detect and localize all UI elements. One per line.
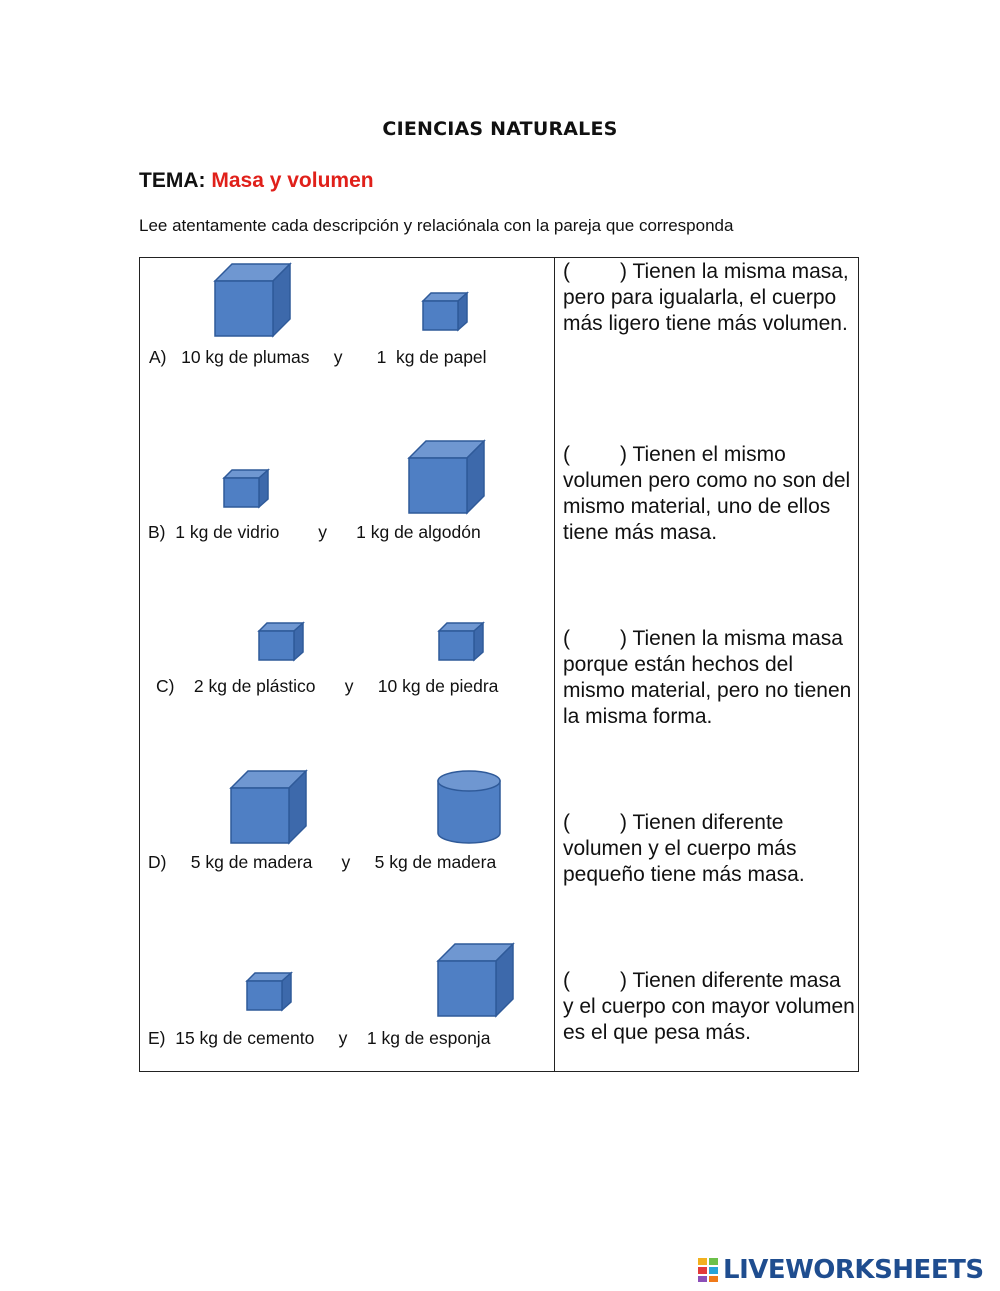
pair-c-label: C) 2 kg de plástico y 10 kg de piedra bbox=[156, 676, 499, 696]
statement-4-text: Tienen diferente volumen y el cuerpo más pequeño tiene más masa. bbox=[563, 811, 805, 886]
statement-4-open: ( bbox=[563, 811, 570, 834]
pair-e-label: E) 15 kg de cemento y 1 kg de esponja bbox=[148, 1028, 491, 1048]
statement-5-open: ( bbox=[563, 969, 570, 992]
statement-1-open: ( bbox=[563, 260, 570, 283]
table-divider bbox=[554, 257, 555, 1072]
statement-4 bbox=[563, 810, 855, 888]
pair-a-label: A) 10 kg de plumas y 1 kg de papel bbox=[149, 347, 487, 367]
topic-value: Masa y volumen bbox=[211, 169, 374, 192]
statement-3 bbox=[563, 626, 855, 730]
topic-label: TEMA: bbox=[139, 169, 206, 192]
pair-a-shape-1-cube-icon bbox=[213, 262, 293, 340]
logo-blocks-icon bbox=[697, 1257, 719, 1283]
statement-5-text: Tienen diferente masa y el cuerpo con mayor volumen es el que pesa más. bbox=[563, 969, 855, 1044]
pair-c-shape-1-cube-icon bbox=[257, 621, 306, 663]
instructions: Lee atentamente cada descripción y relaciónala con la pareja que corresponda bbox=[139, 216, 734, 235]
statement-1-text: Tienen la misma masa, pero para igualarla, el cuerpo más ligero tiene más volumen. bbox=[563, 260, 849, 335]
liveworksheets-logo[interactable] bbox=[697, 1255, 984, 1285]
pair-d-shape-1-cube-icon bbox=[229, 769, 309, 847]
pair-d-shape-2-cylinder-icon bbox=[435, 769, 503, 847]
statement-1 bbox=[563, 259, 855, 337]
statement-5 bbox=[563, 968, 855, 1046]
logo-text: LIVEWORKSHEETS bbox=[723, 1255, 984, 1285]
pair-b-label: B) 1 kg de vidrio y 1 kg de algodón bbox=[148, 522, 481, 542]
statement-2 bbox=[563, 442, 855, 546]
pair-c-shape-2-cube-icon bbox=[437, 621, 486, 663]
statement-4-close: ) bbox=[620, 811, 627, 834]
statement-2-text: Tienen el mismo volumen pero como no son del mismo material, uno de ellos tiene más masa. bbox=[563, 443, 851, 544]
pair-e-shape-2-cube-icon bbox=[436, 942, 516, 1020]
statement-3-close: ) bbox=[620, 627, 627, 650]
pair-b-shape-2-cube-icon bbox=[407, 439, 487, 517]
pair-e-shape-1-cube-icon bbox=[245, 971, 294, 1013]
page-title: CIENCIAS NATURALES bbox=[382, 118, 618, 140]
pair-a-shape-2-cube-icon bbox=[421, 291, 470, 333]
statement-1-close: ) bbox=[620, 260, 627, 283]
pair-d-label: D) 5 kg de madera y 5 kg de madera bbox=[148, 852, 497, 872]
statement-2-close: ) bbox=[620, 443, 627, 466]
statement-2-open: ( bbox=[563, 443, 570, 466]
topic-heading bbox=[139, 169, 374, 193]
statement-5-close: ) bbox=[620, 969, 627, 992]
statement-3-open: ( bbox=[563, 627, 570, 650]
pair-b-shape-1-cube-icon bbox=[222, 468, 271, 510]
statement-3-text: Tienen la misma masa porque están hechos del mismo material, pero no tienen la misma forma. bbox=[563, 627, 852, 728]
